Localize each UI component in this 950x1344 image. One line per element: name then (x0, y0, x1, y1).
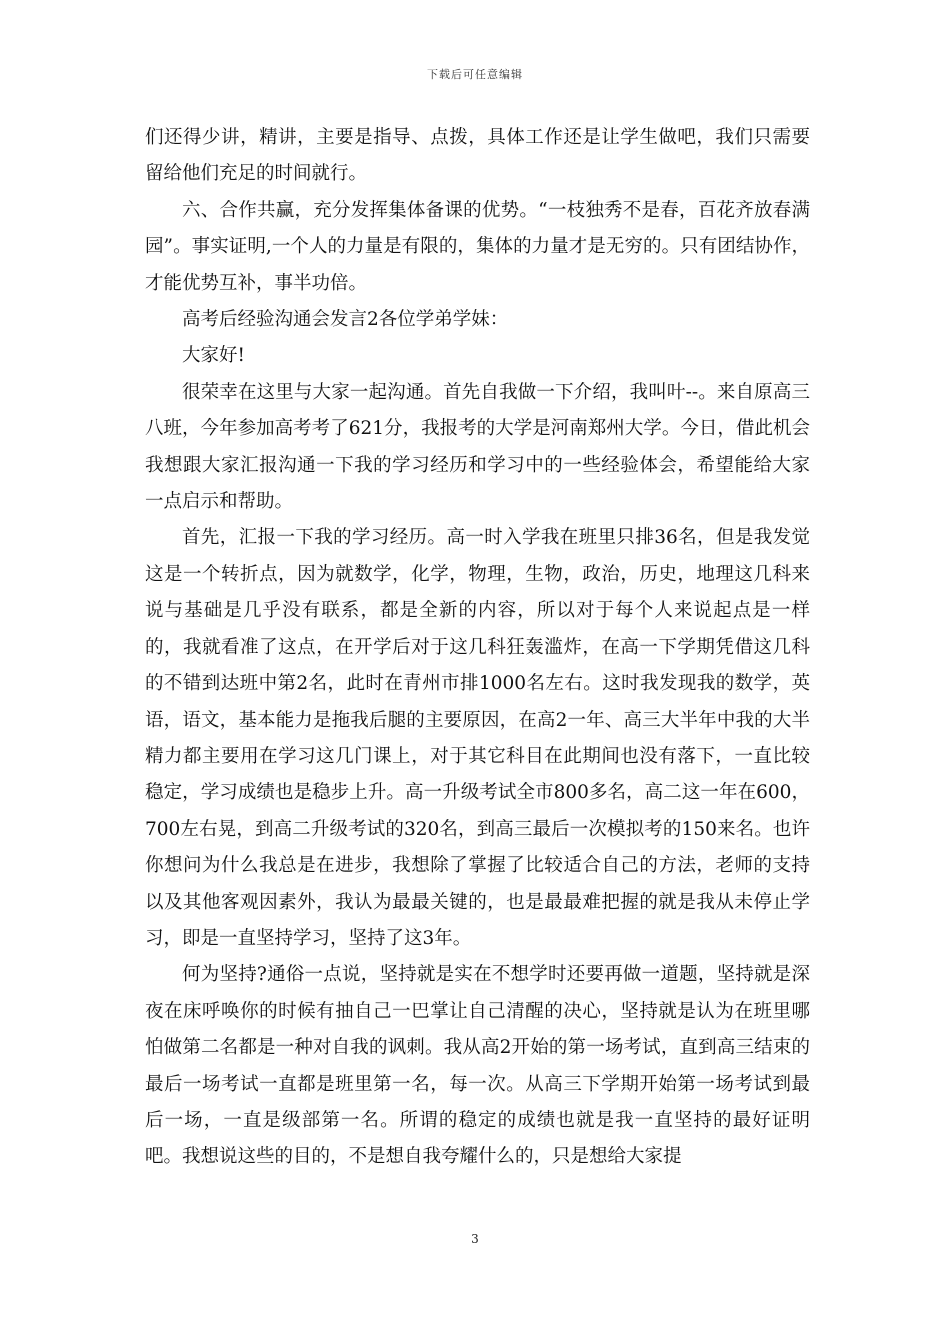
paragraph: 很荣幸在这里与大家一起沟通。首先自我做一下介绍，我叫叶--。来自原高三八班，今年参加高考考了621分，我报考的大学是河南郑州大学。今日，借此机会我想跟大家汇报沟通一下我的学习经历和学习中的一些经验体会，希望能给大家一点启示和帮助。 (145, 381, 810, 513)
paragraph: 首先，汇报一下我的学习经历。高一时入学我在班里只排36名，但是我发觉这是一个转折点，因为就数学，化学，物理，生物，政治，历史，地理这几科来说与基础是几乎没有联系，都是全新的内容，所以对于每个人来说起点是一样的，我就看准了这点，在开学后对于这几科狂轰滥炸，在高一下学期凭借这几科的不错到达班中第2名，此时在青州市排1000名左右。这时我发现我的数学，英语，语文，基本能力是拖我后腿的主要原因，在高2一年、高三大半年中我的大半精力都主要用在学习这几门课上，对于其它科目在此期间也没有落下，一直比较稳定，学习成绩也是稳步上升。高一升级考试全市800多名，高二这一年在600，700左右晃，到高二升级考试的320名，到高三最后一次模拟考的150来名。也许你想问为什么我总是在进步，我想除了掌握了比较适合自己的方法，老师的支持以及其他客观因素外，我认为最最关键的，也是最最难把握的就是我从未停止学习，即是一直坚持学习，坚持了这3年。 (145, 527, 810, 949)
page-number: 3 (471, 1232, 479, 1246)
document-body (145, 120, 810, 1176)
paragraph: 六、合作共赢，充分发挥集体备课的优势。“一枝独秀不是春，百花齐放春满园”。事实证明,一个人的力量是有限的，集体的力量才是无穷的。只有团结协作，才能优势互补，事半功倍。 (145, 199, 810, 294)
paragraph: 们还得少讲，精讲，主要是指导、点拨，具体工作还是让学生做吧，我们只需要留给他们充足的时间就行。 (145, 127, 810, 185)
page-header: 下载后可任意编辑 (427, 68, 523, 81)
paragraph: 高考后经验沟通会发言2各位学弟学妹： (182, 309, 509, 331)
paragraph: 大家好! (182, 345, 245, 367)
paragraph: 何为坚持?通俗一点说，坚持就是实在不想学时还要再做一道题，坚持就是深夜在床呼唤你的时候有抽自己一巴掌让自己清醒的决心，坚持就是认为在班里哪怕做第二名都是一种对自我的讽刺。我从高2开始的第一场考试，直到高三结束的最后一场考试一直都是班里第一名，每一次。从高三下学期开始第一场考试到最后一场，一直是级部第一名。所谓的稳定的成绩也就是我一直坚持的最好证明吧。我想说这些的目的，不是想自我夸耀什么的，只是想给大家提 (145, 964, 810, 1168)
